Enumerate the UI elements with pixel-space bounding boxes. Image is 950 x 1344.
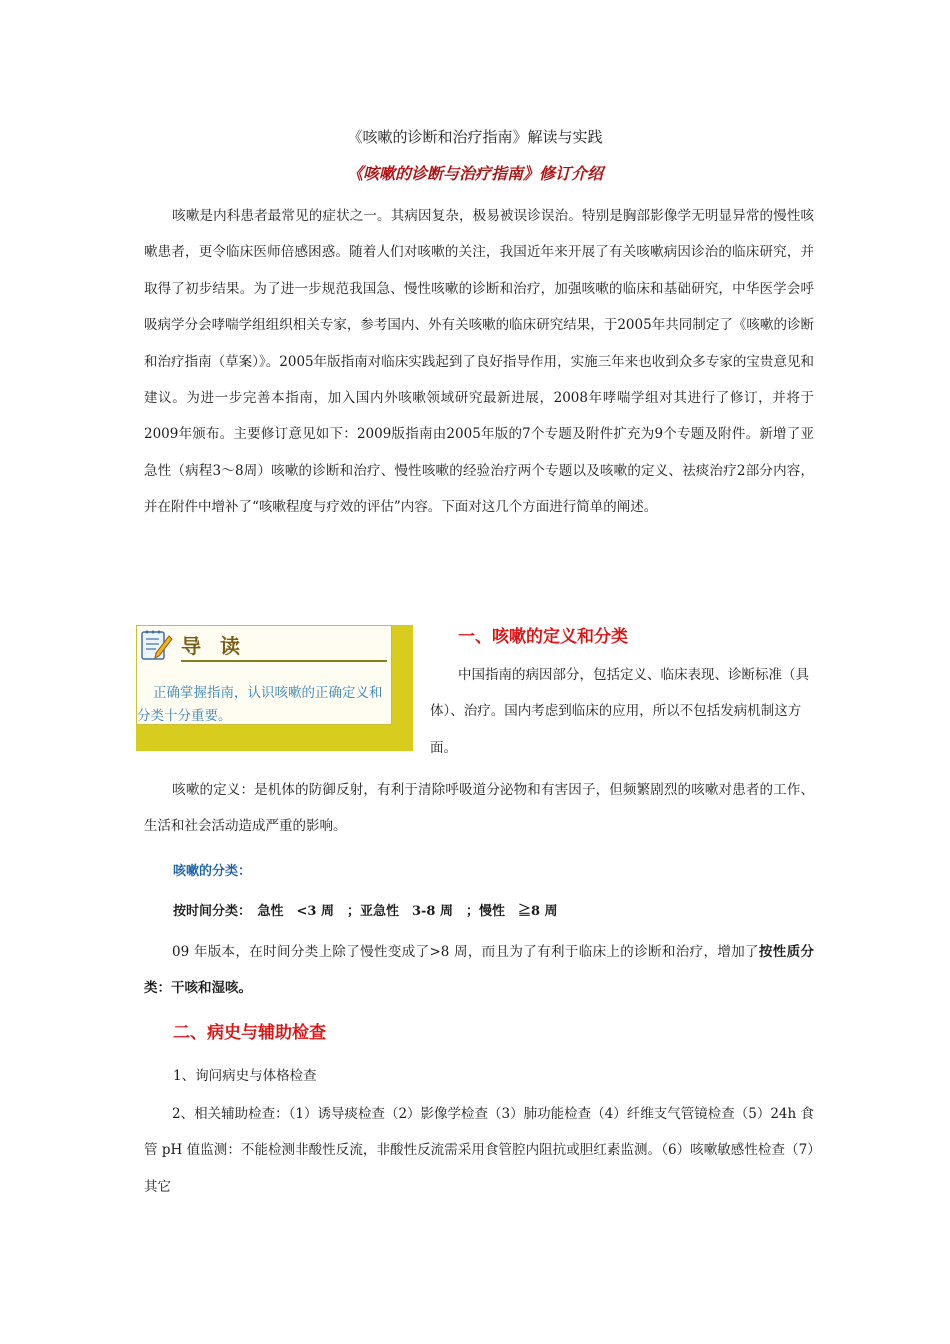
section2-item1: 1、询问病史与体格检查 xyxy=(173,1068,317,1084)
section2-item2-paragraph xyxy=(144,1096,814,1205)
guide-panel xyxy=(136,625,392,725)
note-paragraph xyxy=(144,934,814,1007)
guide-divider xyxy=(181,660,387,662)
notepad-pencil-icon xyxy=(139,628,173,662)
note-bold-text: 按性质分类：干咳和湿咳。 xyxy=(144,944,815,997)
document-title: 《咳嗽的诊断和治疗指南》解读与实践 xyxy=(347,128,603,146)
definition-text: 咳嗽的定义：是机体的防御反射，有利于清除呼吸道分泌物和有害因子，但频繁剧烈的咳嗽对患者的工作、生活和社会活动造成严重的影响。 xyxy=(144,782,814,835)
classification-heading: 咳嗽的分类： xyxy=(173,864,252,879)
guide-box xyxy=(136,625,413,751)
intro-paragraph xyxy=(144,198,814,526)
section2-heading: 二、病史与辅助检查 xyxy=(173,1023,326,1043)
intro-text: 咳嗽是内科患者最常见的症状之一。其病因复杂，极易被误诊误治。特别是胸部影像学无明显异常的慢性咳嗽患者，更令临床医师倍感困惑。随着人们对咳嗽的关注，我国近年来开展了有关咳嗽病因诊治的临床研究，并取得了初步结果。为了进一步规范我国急、慢性咳嗽的诊断和治疗，加强咳嗽的临床和基础研究，中华医学会呼吸病学分会哮喘学组组织相关专家，参考国内、外有关咳嗽的临床研究结果，于2005年共同制定了《咳嗽的诊断和治疗指南（草案）》。2005年版指南对临床实践起到了良好指导作用，实施三年来也收到众多专家的宝贵意见和建议。为进一步完善本指南，加入国内外咳嗽领域研究最新进展，2008年哮喘学组对其进行了修订，并将于2009年颁布。主要修订意见如下：2009版指南由2005年版的7个专题及附件扩充为9个专题及附件。新增了亚急性（病程3～8周）咳嗽的诊断和治疗、慢性咳嗽的经验治疗两个专题以及咳嗽的定义、祛痰治疗2部分内容，并在附件中增补了“咳嗽程度与疗效的评估”内容。下面对这几个方面进行简单的阐述。 xyxy=(144,208,814,516)
section1-heading: 一、咳嗽的定义和分类 xyxy=(458,627,628,647)
note-text: 09 年版本，在时间分类上除了慢性变成了>8 周，而且为了有利于临床上的诊断和治疗，增加了 xyxy=(172,944,759,960)
guide-text-content: 正确掌握指南，认识咳嗽的正确定义和分类十分重要。 xyxy=(137,685,383,724)
guide-title: 导 读 xyxy=(181,634,246,658)
guide-text xyxy=(137,682,389,728)
document-subtitle: 《咳嗽的诊断与治疗指南》修订介绍 xyxy=(346,164,603,183)
section1-paragraph xyxy=(430,657,814,766)
definition-paragraph xyxy=(144,772,814,845)
section2-item2-text: 2、相关辅助检查：（1）诱导痰检查（2）影像学检查（3）肺功能检查（4）纤维支气管镜检查（5）24h 食管 pH 值监测：不能检测非酸性反流，非酸性反流需采用食管腔内阻抗或胆红素监测。（6）咳嗽敏感性检查（7）其它 xyxy=(144,1106,814,1195)
section1-para-text: 中国指南的病因部分，包括定义、临床表现、诊断标准（具体）、治疗。国内考虑到临床的应用，所以不包括发病机制这方面。 xyxy=(430,667,809,756)
classification-by-time: 按时间分类： 急性 <3 周 ；亚急性 3-8 周 ；慢性 ≧8 周 xyxy=(173,904,558,919)
